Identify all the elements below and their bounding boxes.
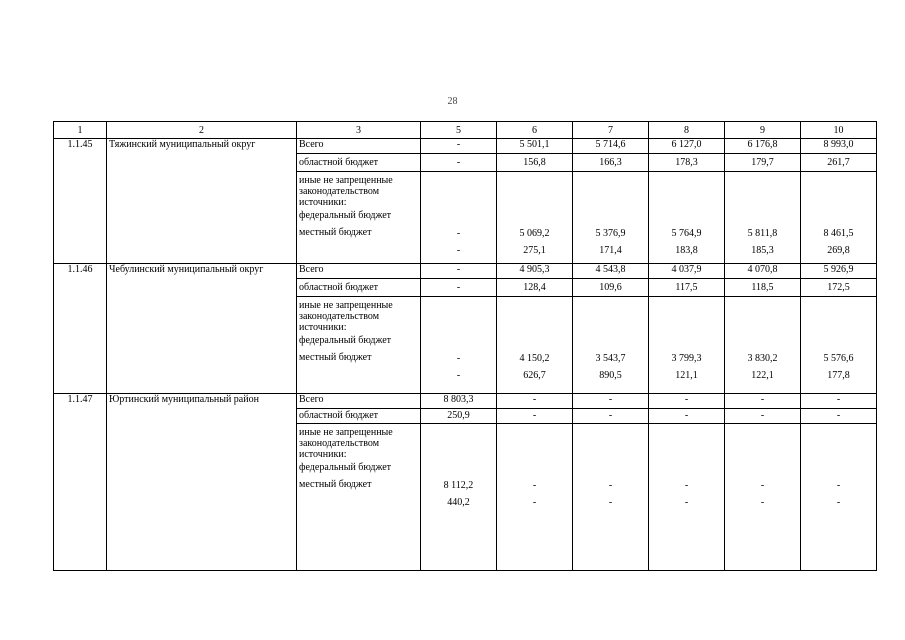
spacer [803,424,874,480]
value-cell: - [725,394,801,409]
value-cell-group [725,172,801,264]
spacer [499,297,570,353]
spacer [575,172,646,228]
value-cell: - [649,409,725,424]
value-cell: 172,5 [801,279,877,297]
section-total-row [54,394,877,409]
section-name: Тяжинский муниципальный округ [107,139,297,264]
value-cell: - [421,154,497,172]
value-cell-group [649,172,725,264]
spacer [499,172,570,228]
spacer [651,172,722,228]
value-cell: - [836,480,841,491]
value-cell: 890,5 [599,370,622,382]
value-cell-group [725,424,801,571]
row-label: местный бюджет [299,478,372,490]
value-cell: 5 926,9 [801,264,877,279]
value-cell: 117,5 [649,279,725,297]
value-cell: 4 905,3 [497,264,573,279]
value-cell: 8 112,2 [443,480,474,491]
value-cell-group [421,297,497,394]
value-cell: - [608,480,613,491]
value-cell: 4 543,8 [573,264,649,279]
value-cell: - [836,497,841,509]
header-cell: 3 [297,122,421,139]
value-cell: 3 830,2 [747,353,778,364]
value-cell: - [684,497,689,509]
row-label: областной бюджет [297,409,421,424]
value-cell: - [532,480,537,491]
value-cell: 250,9 [421,409,497,424]
row-label: Всего [297,394,421,409]
value-cell: 121,1 [675,370,698,382]
value-cell-group [497,297,573,394]
spacer [499,424,570,480]
spacer [803,172,874,228]
value-cell-group [801,172,877,264]
value-cell: - [421,279,497,297]
spacer [651,424,722,480]
spacer [727,172,798,228]
value-cell: 171,4 [599,245,622,257]
value-cell: 5 764,9 [671,228,702,239]
budget-table [53,121,877,571]
value-cell: - [573,394,649,409]
row-label: Всего [297,139,421,154]
value-cell: 109,6 [573,279,649,297]
value-cell: 5 576,6 [823,353,854,364]
value-cell: 5 501,1 [497,139,573,154]
row-label: областной бюджет [297,154,421,172]
value-cell: 626,7 [523,370,546,382]
value-cell-group [649,297,725,394]
value-cell: 275,1 [523,245,546,257]
header-cell: 1 [54,122,107,139]
value-cell: - [801,409,877,424]
value-cell: - [421,139,497,154]
other-sources-cell [297,297,421,394]
value-cell: 5 811,8 [747,228,778,239]
value-cell-group [573,424,649,571]
value-cell: 156,8 [497,154,573,172]
other-sources-note: иные не запрещенные законодательством источники: [299,427,393,461]
section-code: 1.1.46 [54,264,107,394]
value-cell: - [497,394,573,409]
other-sources-note: иные не запрещенные законодательством источники: [299,175,393,209]
value-cell-group [497,424,573,571]
header-cell: 2 [107,122,297,139]
spacer [423,172,494,228]
other-sources-note: иные не запрещенные законодательством источники: [299,300,393,334]
spacer [803,297,874,353]
value-cell: 128,4 [497,279,573,297]
value-cell: 4 150,2 [519,353,550,364]
spacer [727,297,798,353]
value-cell: - [760,480,765,491]
value-cell: - [532,497,537,509]
value-cell: 6 127,0 [649,139,725,154]
row-label: федеральный бюджет [299,334,392,346]
value-cell-group [421,172,497,264]
header-cell: 5 [421,122,497,139]
spacer [651,297,722,353]
section-name: Чебулинский муниципальный округ [107,264,297,394]
spacer [575,297,646,353]
value-cell: 178,3 [649,154,725,172]
value-cell-group [573,297,649,394]
value-cell: 118,5 [725,279,801,297]
section-name: Юртинский муниципальный район [107,394,297,571]
value-cell: 177,8 [827,370,850,382]
value-cell: 5 069,2 [519,228,550,239]
value-cell: - [497,409,573,424]
other-sources-cell [297,172,421,264]
section-code: 1.1.45 [54,139,107,264]
row-label: областной бюджет [297,279,421,297]
value-cell: - [684,480,689,491]
value-cell: 166,3 [573,154,649,172]
value-cell-group [649,424,725,571]
value-cell: - [725,409,801,424]
value-cell-group [421,424,497,571]
spacer [575,424,646,480]
value-cell: - [421,264,497,279]
value-cell: 8 461,5 [823,228,854,239]
value-cell: 5 714,6 [573,139,649,154]
value-cell: 269,8 [827,245,850,257]
value-cell: - [456,353,461,364]
value-cell: 261,7 [801,154,877,172]
value-cell: - [573,409,649,424]
value-cell: 440,2 [447,497,470,509]
value-cell: 8 993,0 [801,139,877,154]
section-total-row [54,139,877,154]
header-cell: 10 [801,122,877,139]
value-cell: 122,1 [751,370,774,382]
value-cell: 183,8 [675,245,698,257]
row-label: федеральный бюджет [299,461,392,473]
spacer [423,297,494,353]
header-cell: 9 [725,122,801,139]
value-cell-group [497,172,573,264]
value-cell: - [456,228,461,239]
value-cell-group [801,297,877,394]
page-number: 28 [447,96,458,107]
row-label: федеральный бюджет [299,209,392,221]
value-cell-group [801,424,877,571]
row-label: местный бюджет [299,226,372,238]
header-cell: 7 [573,122,649,139]
value-cell: 5 376,9 [595,228,626,239]
value-cell: - [456,370,461,382]
value-cell: 179,7 [725,154,801,172]
value-cell: - [608,497,613,509]
value-cell: - [649,394,725,409]
value-cell-group [573,172,649,264]
header-cell: 8 [649,122,725,139]
row-label: Всего [297,264,421,279]
budget-table-body [54,122,877,571]
value-cell: 185,3 [751,245,774,257]
spacer [423,424,494,480]
row-label: местный бюджет [299,351,372,363]
value-cell: 3 543,7 [595,353,626,364]
value-cell: - [801,394,877,409]
value-cell-group [725,297,801,394]
other-sources-cell [297,424,421,571]
value-cell: 4 037,9 [649,264,725,279]
spacer [727,424,798,480]
value-cell: 4 070,8 [725,264,801,279]
header-cell: 6 [497,122,573,139]
value-cell: - [456,245,461,257]
section-code: 1.1.47 [54,394,107,571]
section-total-row [54,264,877,279]
value-cell: 6 176,8 [725,139,801,154]
value-cell: 3 799,3 [671,353,702,364]
header-row [54,122,877,139]
value-cell: - [760,497,765,509]
value-cell: 8 803,3 [421,394,497,409]
